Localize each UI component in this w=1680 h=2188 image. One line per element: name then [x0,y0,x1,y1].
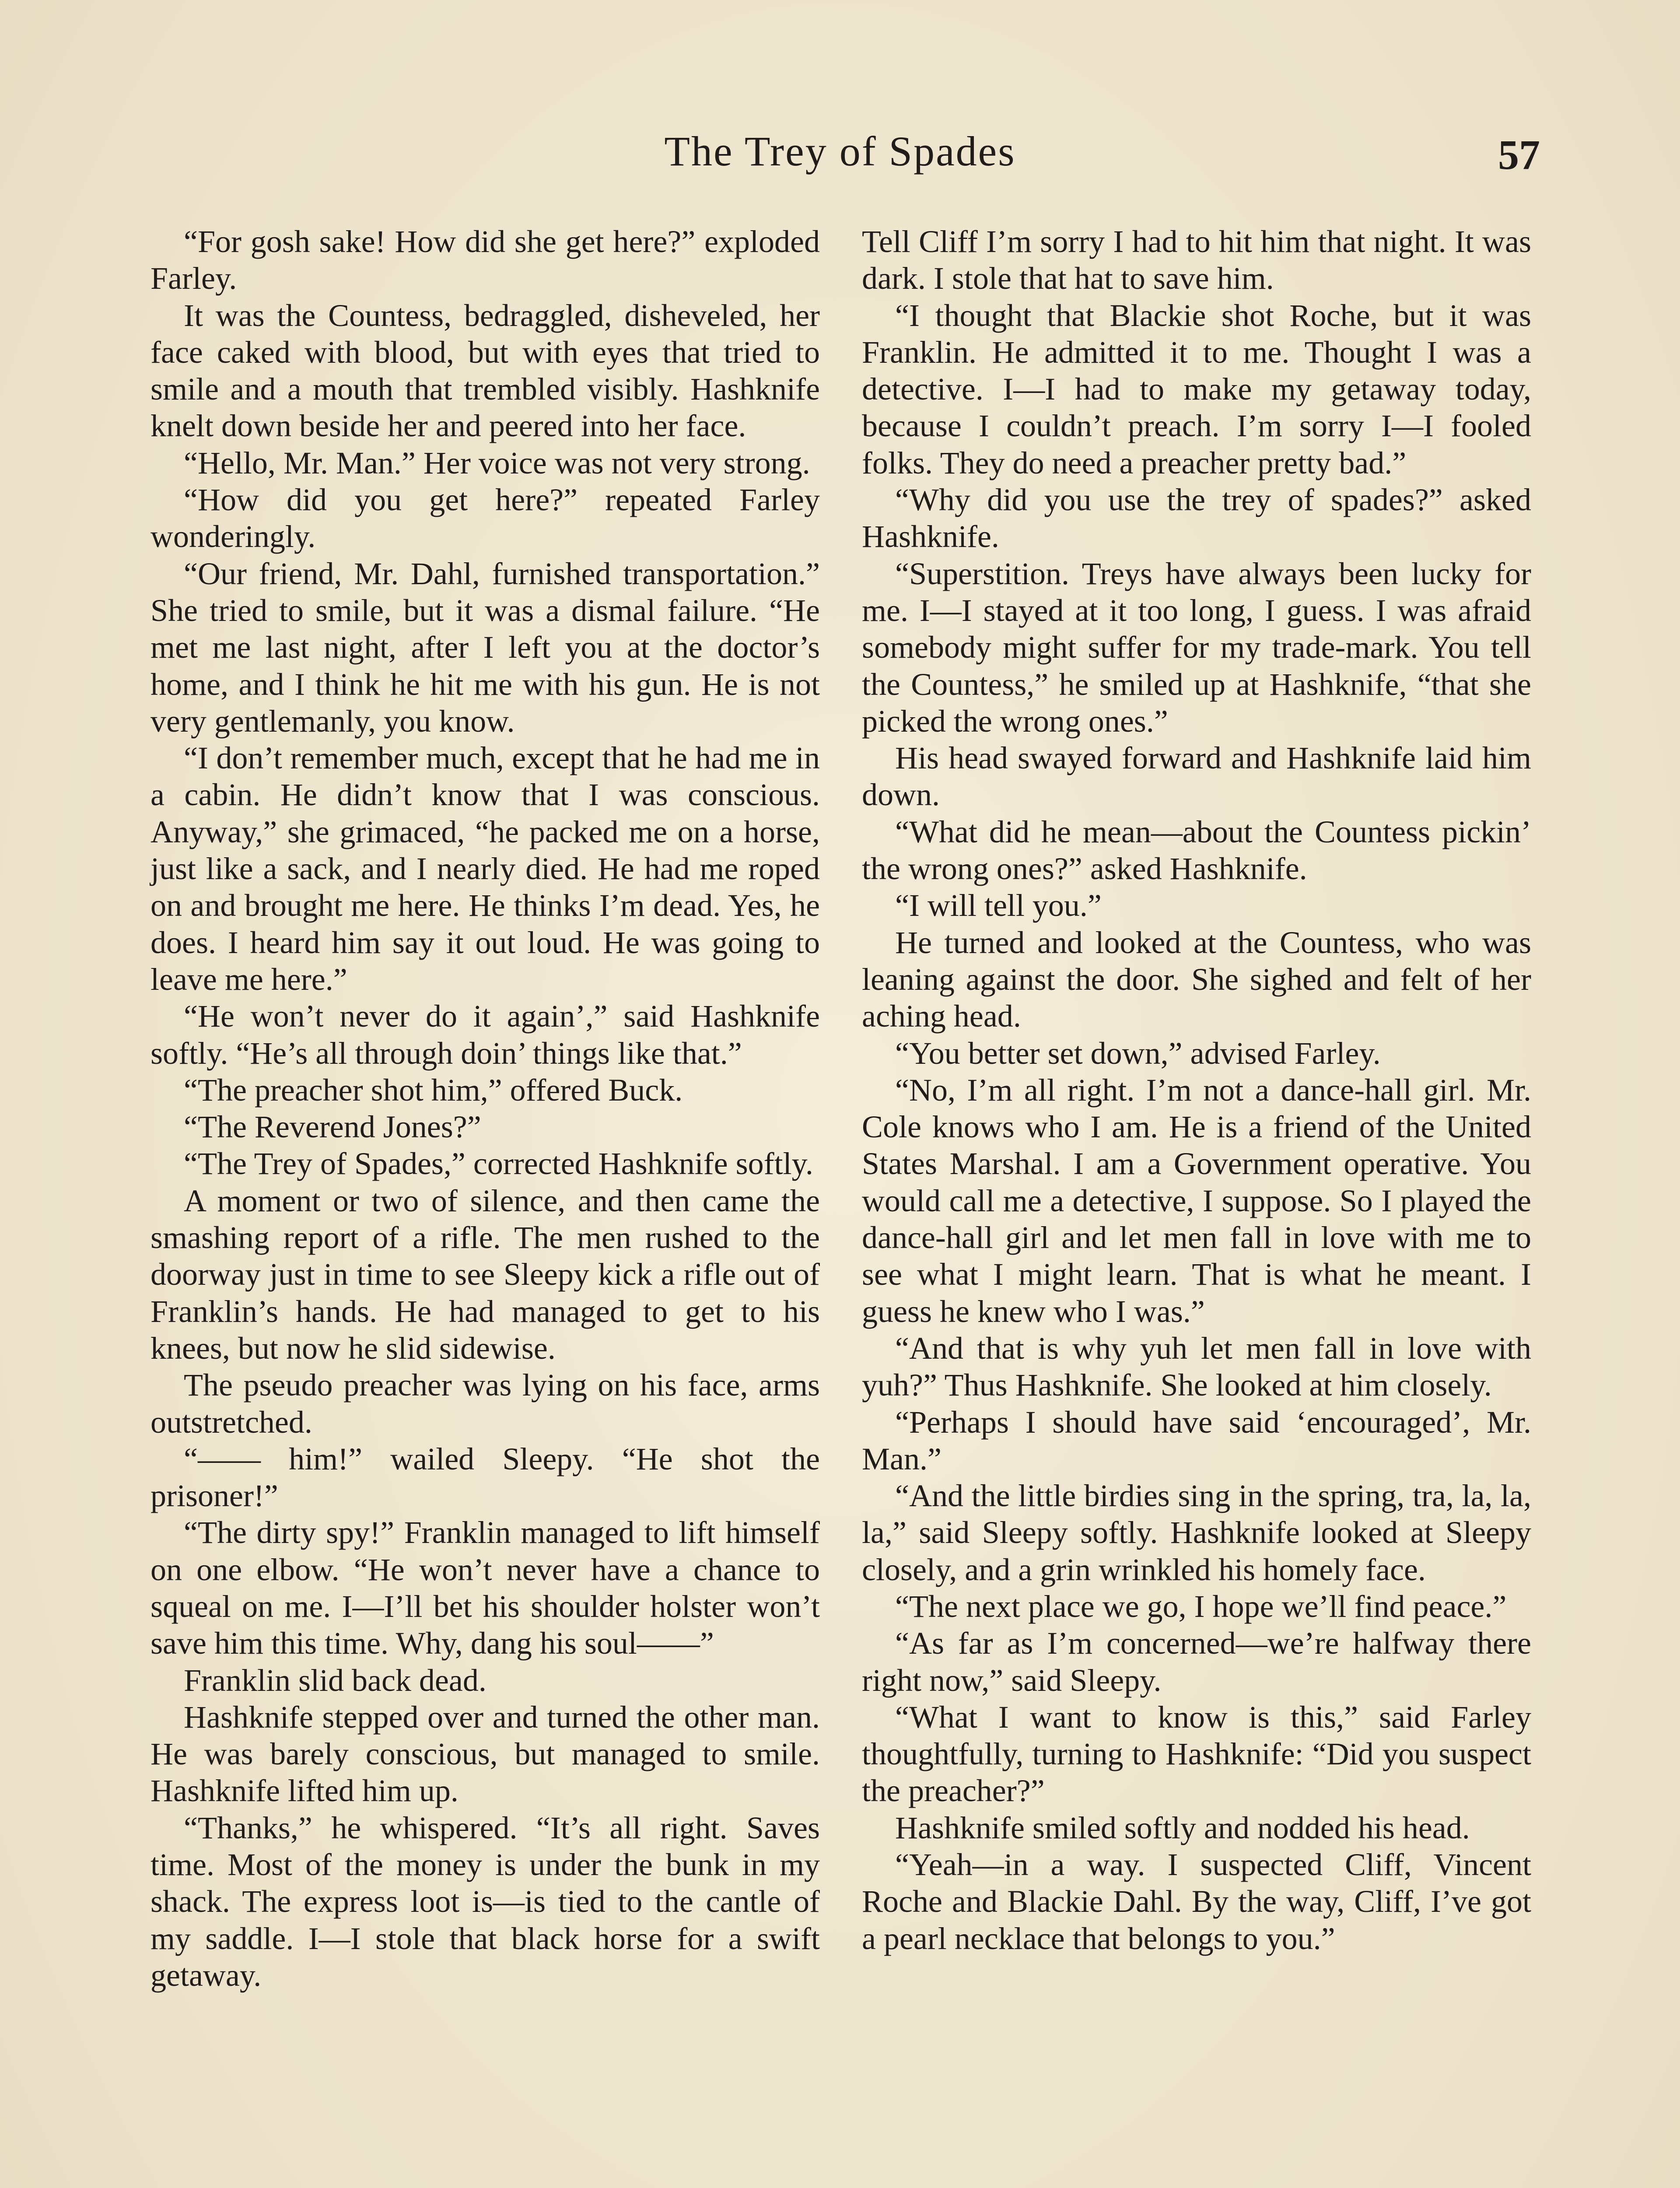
paragraph: “As far as I’m concerned—we’re halfway there right now,” said Sleepy. [862,1626,1531,1698]
paragraph: “For gosh sake! How did she get here?” exploded Farley. [150,224,820,296]
paragraph: “The preacher shot him,” offered Buck. [184,1072,683,1108]
paragraph: A moment or two of silence, and then came the smashing report of a rifle. The men rushed to the doorway just in time to see Sleepy kick a rifle out of Franklin’s hands. He had managed to get to his knees, but now he slid sidewise. [150,1183,820,1366]
paragraph: “I will tell you.” [895,888,1102,923]
paragraph: He turned and looked at the Countess, who was leaning against the door. She sighed and felt of her aching head. [862,925,1531,1034]
paragraph: The pseudo preacher was lying on his face, arms outstretched. [150,1368,820,1440]
paragraph: “The dirty spy!” Franklin managed to lift himself on one elbow. “He won’t never have a chance to squeal on me. I—I’ll bet his shoulder holster won’t save him this time. Why, dang his soul——” [150,1515,820,1661]
paragraph: Tell Cliff I’m sorry I had to hit him that night. It was dark. I stole that hat to save him. [862,224,1531,296]
paragraph: “—— him!” wailed Sleepy. “He shot the prisoner!” [150,1441,820,1514]
paragraph: “Why did you use the trey of spades?” asked Hashknife. [862,482,1531,554]
page-header [0,127,1680,193]
paragraph: “What did he mean—about the Countess pickin’ the wrong ones?” asked Hashknife. [862,814,1531,887]
paragraph: “The Reverend Jones?” [184,1109,481,1145]
paragraph: “And that is why yuh let men fall in love with yuh?” Thus Hashknife. She looked at him closely. [862,1330,1531,1403]
paragraph: “Superstition. Treys have always been lucky for me. I—I stayed at it too long, I guess. I was afraid somebody might suffer for my trade-mark. You tell the Countess,” he smiled up at Hashknife, “that she picked the wrong ones.” [862,556,1531,739]
paragraph: “He won’t never do it again’,” said Hashknife softly. “He’s all through doin’ things like that.” [150,999,820,1071]
paragraph: “Thanks,” he whispered. “It’s all right. Saves time. Most of the money is under the bunk in my shack. The express loot is—is tied to the cantle of my saddle. I—I stole that black horse for a swift getaway. [150,1810,820,1993]
paragraph: Franklin slid back dead. [184,1662,486,1698]
paragraph: “Hello, Mr. Man.” Her voice was not very strong. [184,445,810,480]
paragraph: “And the little birdies sing in the spring, tra, la, la, la,” said Sleepy softly. Hashknife looked at Sleepy closely, and a grin wrinkled his homely face. [862,1478,1531,1587]
right-column [862,223,1531,1957]
paragraph: “Perhaps I should have said ‘encouraged’, Mr. Man.” [862,1404,1531,1476]
paragraph: His head swayed forward and Hashknife laid him down. [862,740,1531,813]
paragraph: “Our friend, Mr. Dahl, furnished transportation.” She tried to smile, but it was a dismal failure. “He met me last night, after I left you at the doctor’s home, and I think he hit me with his gun. He is not very gentlemanly, you know. [150,556,820,739]
paragraph: “The Trey of Spades,” corrected Hashknife softly. [184,1146,813,1182]
paragraph: It was the Countess, bedraggled, disheveled, her face caked with blood, but with eyes that tried to smile and a mouth that trembled visibly. Hashknife knelt down beside her and peered into her face. [150,298,820,444]
paragraph: “You better set down,” advised Farley. [895,1035,1381,1071]
paragraph: “No, I’m all right. I’m not a dance-hall girl. Mr. Cole knows who I am. He is a friend of the United States Marshal. I am a Government operative. You would call me a detective, I suppose. So I played the dance-hall girl and let men fall in love with me to see what I might learn. That is what he meant. I guess he knew who I was.” [862,1072,1531,1329]
paragraph: Hashknife smiled softly and nodded his head. [895,1810,1470,1845]
paragraph: Hashknife stepped over and turned the other man. He was barely conscious, but managed to smile. Hashknife lifted him up. [150,1699,820,1809]
paragraph: “How did you get here?” repeated Farley wonderingly. [150,482,820,554]
paragraph: “I thought that Blackie shot Roche, but it was Franklin. He admitted it to me. Thought I was a detective. I—I had to make my getaway today, because I couldn’t preach. I’m sorry I—I fooled folks. They do need a preacher pretty bad.” [862,298,1531,480]
paragraph: “What I want to know is this,” said Farley thoughtfully, turning to Hashknife: “Did you suspect the preacher?” [862,1699,1531,1809]
running-title: The Trey of Spades [664,128,1016,175]
paragraph: “Yeah—in a way. I suspected Cliff, Vincent Roche and Blackie Dahl. By the way, Cliff, I’ve got a pearl necklace that belongs to you.” [862,1847,1531,1956]
paragraph: “The next place we go, I hope we’ll find peace.” [895,1588,1507,1624]
left-column [150,223,820,1994]
paragraph: “I don’t remember much, except that he had me in a cabin. He didn’t know that I was conscious. Anyway,” she grimaced, “he packed me on a horse, just like a sack, and I nearly died. He had me roped on and brought me here. He thinks I’m dead. Yes, he does. I heard him say it out loud. He was going to leave me here.” [150,740,820,997]
page-number: 57 [1498,131,1540,178]
